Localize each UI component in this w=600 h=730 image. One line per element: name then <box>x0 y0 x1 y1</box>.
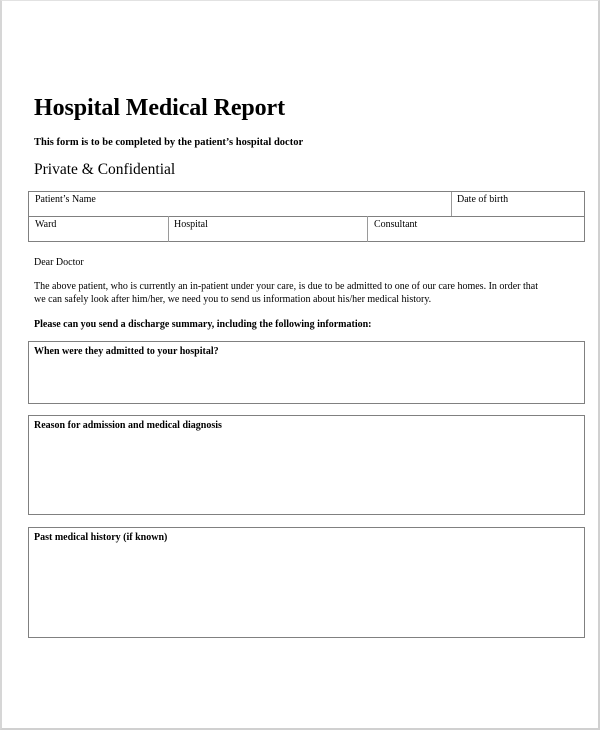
hospital-label: Hospital <box>174 219 208 230</box>
ward-field[interactable] <box>35 230 163 240</box>
discharge-summary-request: Please can you send a discharge summary, including the following information: <box>34 319 372 330</box>
admission-reason-label: Reason for admission and medical diagnosis <box>34 420 222 431</box>
patient-name-label: Patient’s Name <box>35 194 96 205</box>
patient-details-table <box>28 191 585 242</box>
hospital-field[interactable] <box>174 230 362 240</box>
admission-date-input[interactable] <box>33 360 580 399</box>
medical-history-label: Past medical history (if known) <box>34 532 168 543</box>
table-row-divider <box>29 216 584 217</box>
consultant-label: Consultant <box>374 219 418 230</box>
table-column-divider <box>451 192 452 216</box>
letter-body-line-2: we can safely look after him/her, we need you to send us information about his/her medical history. <box>34 294 432 305</box>
admission-reason-box <box>28 415 585 515</box>
table-column-divider <box>367 216 368 242</box>
patient-name-field[interactable] <box>35 205 445 215</box>
ward-label: Ward <box>35 219 57 230</box>
salutation: Dear Doctor <box>34 257 84 268</box>
medical-history-box <box>28 527 585 638</box>
consultant-field[interactable] <box>374 230 574 240</box>
document-subtitle: This form is to be completed by the patient’s hospital doctor <box>34 137 304 148</box>
date-of-birth-field[interactable] <box>457 205 577 215</box>
admission-reason-input[interactable] <box>33 434 580 510</box>
medical-history-input[interactable] <box>33 546 580 633</box>
admission-date-label: When were they admitted to your hospital? <box>34 346 219 357</box>
admission-date-box <box>28 341 585 404</box>
document-title: Hospital Medical Report <box>34 95 286 121</box>
confidential-label: Private & Confidential <box>34 161 176 178</box>
table-column-divider <box>168 216 169 242</box>
letter-body-line-1: The above patient, who is currently an in-patient under your care, is due to be admitted to one of our care homes. In order that <box>34 281 538 292</box>
date-of-birth-label: Date of birth <box>457 194 509 205</box>
